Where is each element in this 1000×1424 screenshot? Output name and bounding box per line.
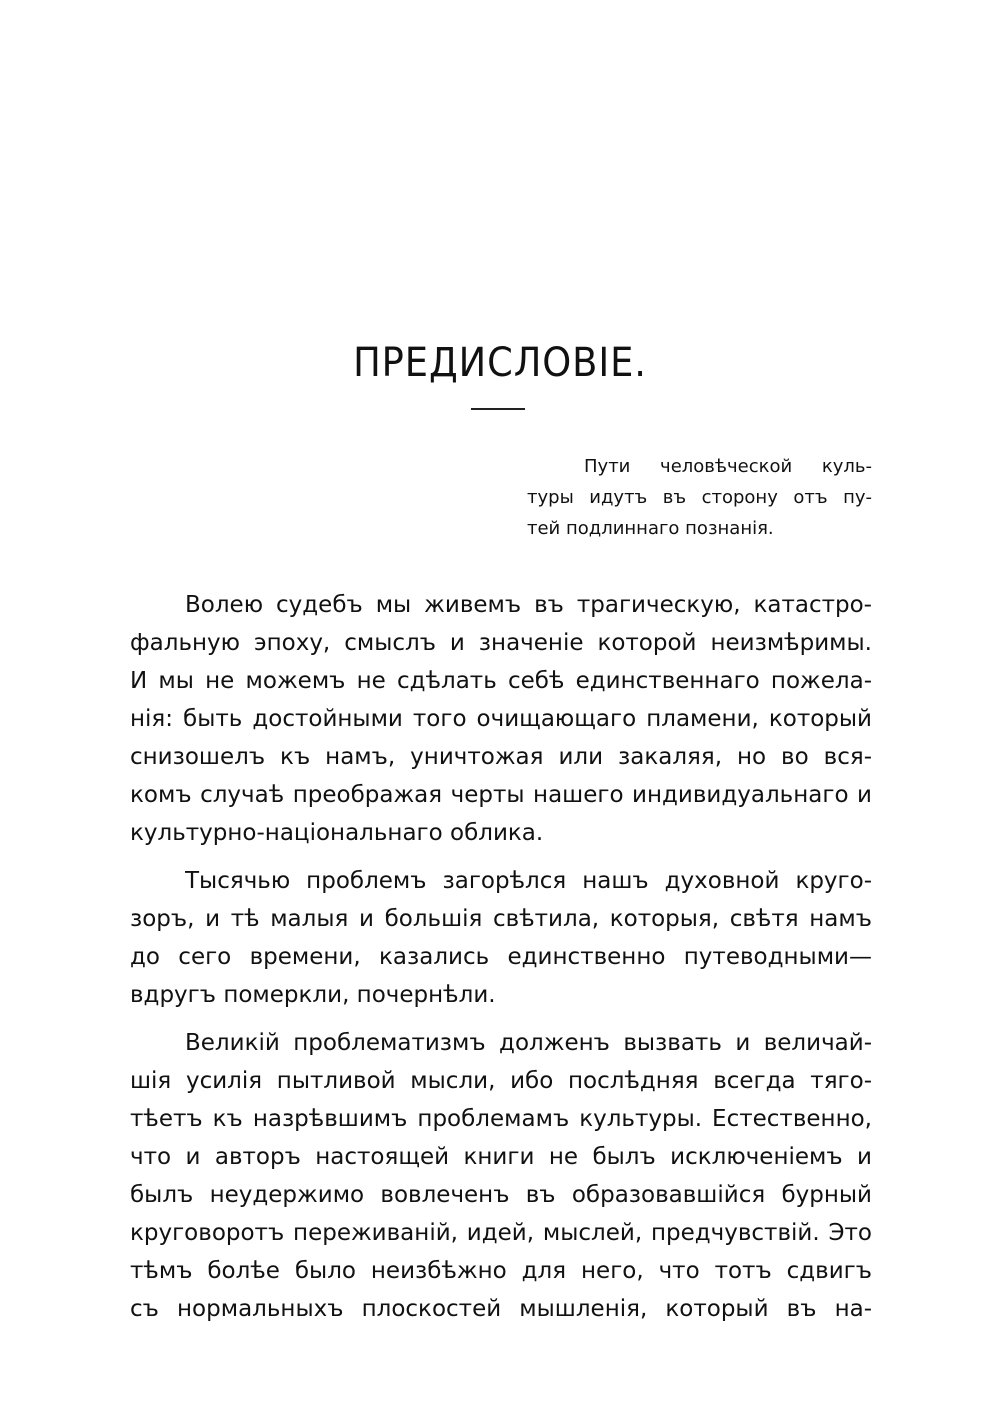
body-text [130,586,872,1328]
epigraph-line: Пути человѣческой куль- [584,456,872,477]
text-line: круговоротъ переживаній, идей, мыслей, предчувствій. Это [130,1220,872,1246]
text-line: тѣмъ болѣе было неизбѣжно для него, что тотъ сдвигъ [130,1258,872,1284]
epigraph-line: туры идутъ въ сторону отъ пу- [527,487,872,508]
paragraph [130,586,872,852]
text-line: тѣетъ къ назрѣвшимъ проблемамъ культуры. Естественно, [130,1106,872,1132]
text-line: Волею судебъ мы живемъ въ трагическую, катастро- [185,592,872,618]
paragraph [130,1024,872,1328]
epigraph-line: тей подлиннаго познанія. [527,518,774,539]
text-line: фальную эпоху, смыслъ и значеніе которой неизмѣримы. [130,630,872,656]
text-line: И мы не можемъ не сдѣлать себѣ единственнаго пожела- [130,668,872,694]
text-line: шія усилія пытливой мысли, ибо послѣдняя всегда тяго- [130,1068,872,1094]
epigraph [527,451,872,544]
title-divider [471,408,525,410]
text-line: Тысячью проблемъ загорѣлся нашъ духовной круго- [185,868,872,894]
paragraph [130,862,872,1014]
text-line: былъ неудержимо вовлеченъ въ образовавшійся бурный [130,1182,872,1208]
text-line: снизошелъ къ намъ, уничтожая или закаляя, но во вся- [130,744,872,770]
text-line: культурно-національнаго облика. [130,820,544,846]
text-line: зоръ, и тѣ малыя и большія свѣтила, которыя, свѣтя намъ [130,906,872,932]
text-line: комъ случаѣ преображая черты нашего индивидуальнаго и [130,782,872,808]
text-line: до сего времени, казались единственно путеводными— [130,944,872,970]
text-line: съ нормальныхъ плоскостей мышленія, который въ на- [130,1296,872,1322]
text-line: нія: быть достойными того очищающаго пламени, который [130,706,872,732]
text-line: что и авторъ настоящей книги не былъ исключеніемъ и [130,1144,872,1170]
page-title: ПРЕДИСЛОВІЕ. [353,340,647,386]
text-line: Великій проблематизмъ долженъ вызвать и величай- [185,1030,872,1056]
text-line: вдругъ померкли, почернѣли. [130,982,496,1008]
